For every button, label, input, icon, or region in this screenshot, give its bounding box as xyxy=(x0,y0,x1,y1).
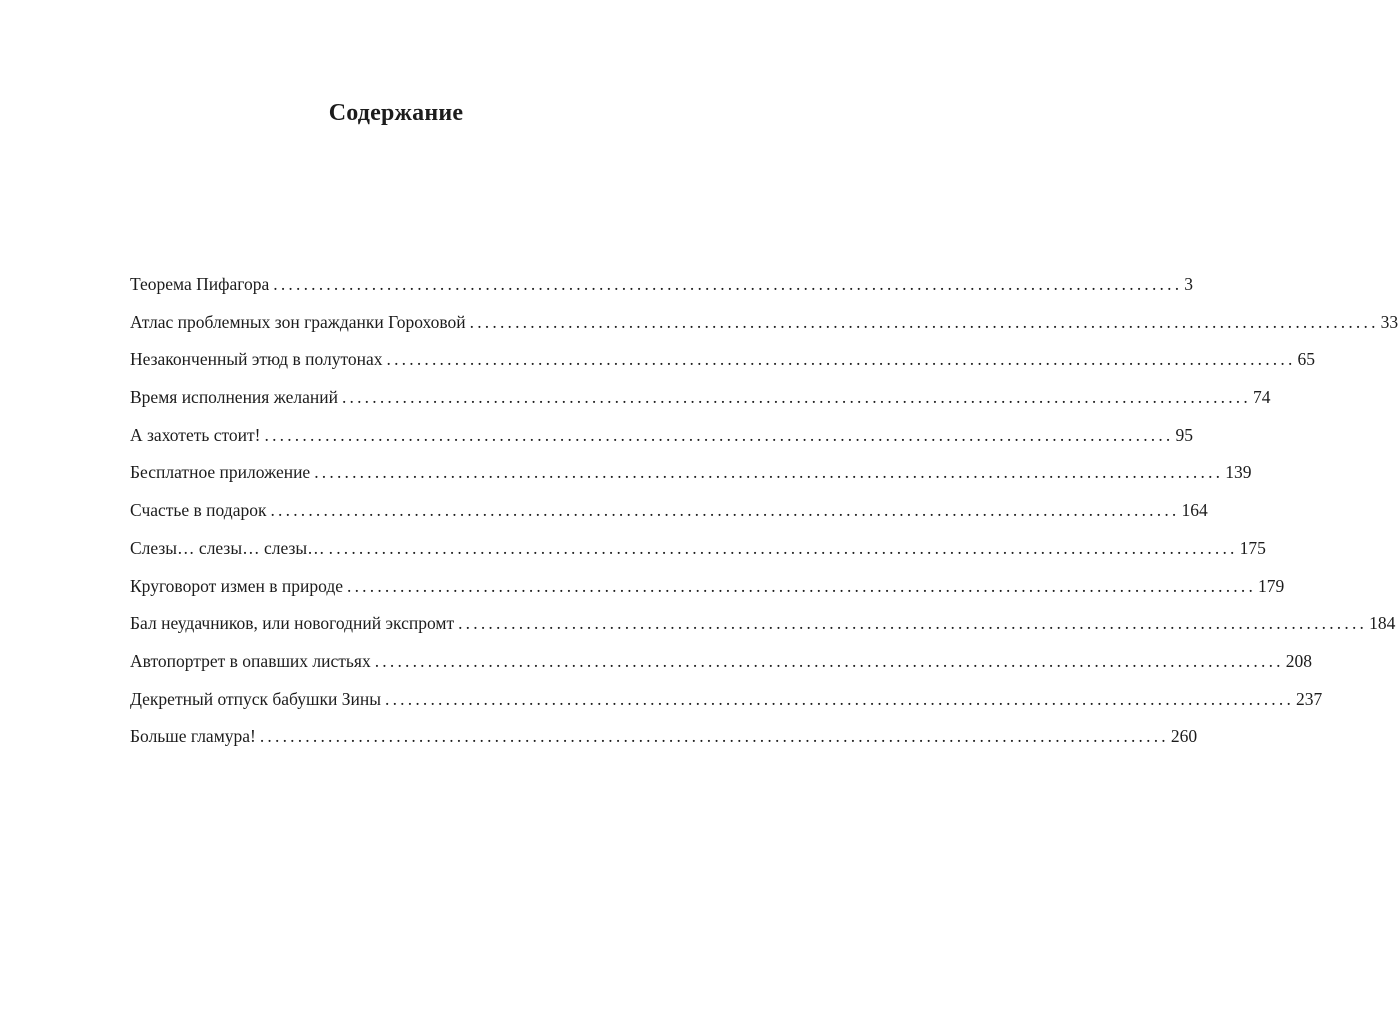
toc-entry-title: Теорема Пифагора xyxy=(130,274,270,294)
toc-entry-page: 179 xyxy=(1258,575,1285,596)
toc-entry-title: Время исполнения желаний xyxy=(130,387,338,408)
toc-entry-page: 65 xyxy=(1297,349,1316,370)
toc-entry xyxy=(130,274,1194,312)
toc-entry-title: Слезы… слезы… слезы… xyxy=(130,537,325,558)
toc-entry xyxy=(130,613,1396,651)
toc-entry-page: 74 xyxy=(1252,387,1271,408)
toc-dot-leader: ........................................................................................................................ xyxy=(458,613,1368,634)
toc-entry-title: Круговорот измен в природе xyxy=(130,575,344,596)
toc-dot-leader: ........................................................................................................................ xyxy=(264,424,1174,445)
toc-entry-page: 139 xyxy=(1225,462,1252,483)
toc-dot-leader: ........................................................................................................................ xyxy=(469,311,1379,332)
toc-entry-page: 260 xyxy=(1170,726,1198,747)
toc-entry xyxy=(130,575,1285,614)
toc-entry-title: А захотеть стоит! xyxy=(130,424,261,445)
toc-entry xyxy=(130,537,1266,576)
toc-entry-title: Больше гламура! xyxy=(130,726,256,747)
toc-dot-leader: ........................................................................................................................ xyxy=(259,726,1169,747)
toc-dot-leader: ........................................................................................................................ xyxy=(386,349,1296,370)
toc-dot-leader: ........................................................................................................................ xyxy=(374,650,1284,671)
toc-entry xyxy=(130,650,1312,689)
toc-entry xyxy=(130,726,1198,764)
toc-entry xyxy=(130,311,1398,350)
toc-entry-page: 237 xyxy=(1296,688,1323,709)
toc-entry-title: Бесплатное приложение xyxy=(130,462,311,483)
toc-entry-page: 164 xyxy=(1181,500,1208,521)
toc-entry xyxy=(130,500,1208,538)
toc-dot-leader: ........................................................................................................................ xyxy=(328,537,1238,558)
toc-entry-page: 208 xyxy=(1285,650,1312,671)
toc-entry-title: Атлас проблемных зон гражданки Гороховой xyxy=(130,311,466,332)
toc-entry-title: Счастье в подарок xyxy=(130,500,267,521)
toc-dot-leader: ........................................................................................................................ xyxy=(273,274,1183,294)
toc-entry-title: Незаконченный этюд в полутонах xyxy=(130,349,383,370)
toc-entry-page: 3 xyxy=(1184,274,1194,294)
toc-entry xyxy=(130,688,1323,727)
toc-entry-page: 33 xyxy=(1380,311,1398,332)
toc-entry xyxy=(130,387,1271,425)
toc-entry-title: Автопортрет в опавших листьях xyxy=(130,650,371,671)
toc-entry-page: 175 xyxy=(1239,537,1266,558)
toc-entry-title: Декретный отпуск бабушки Зины xyxy=(130,688,382,709)
page-title: Содержание xyxy=(328,100,464,126)
toc-entry-page: 184 xyxy=(1369,613,1396,634)
toc-dot-leader: ........................................................................................................................ xyxy=(347,575,1257,596)
toc-dot-leader: ........................................................................................................................ xyxy=(314,462,1224,483)
toc-entry-title: Бал неудачников, или новогодний экспромт xyxy=(130,613,455,634)
toc-entry xyxy=(130,349,1316,387)
toc-entry xyxy=(130,462,1252,500)
toc-dot-leader: ........................................................................................................................ xyxy=(385,688,1295,709)
toc-entry xyxy=(130,424,1193,463)
toc-dot-leader: ........................................................................................................................ xyxy=(341,387,1251,408)
toc-dot-leader: ........................................................................................................................ xyxy=(270,500,1180,521)
toc-entry-page: 95 xyxy=(1175,424,1193,445)
table-of-contents xyxy=(130,274,1398,764)
